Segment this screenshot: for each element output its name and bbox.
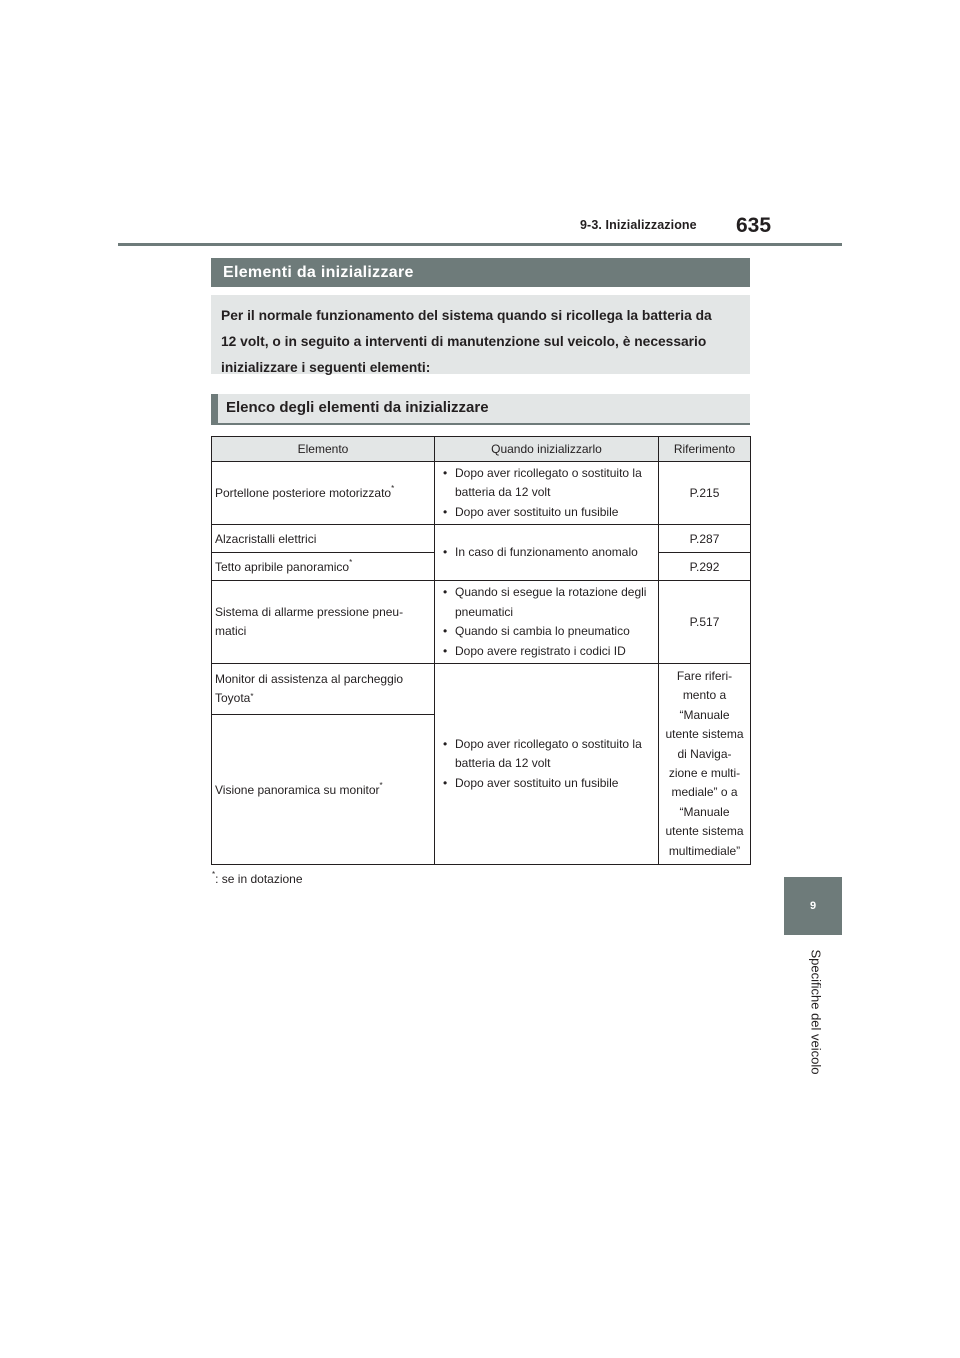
item-cell: Alzacristalli elettrici bbox=[212, 525, 435, 553]
column-header: Riferimento bbox=[659, 437, 751, 462]
ref-line: multimediale” bbox=[668, 843, 741, 858]
chapter-tab[interactable]: 9 bbox=[784, 877, 842, 935]
asterisk: * bbox=[391, 484, 395, 493]
reference-cell: P.287 bbox=[659, 525, 751, 553]
reference-cell: P.292 bbox=[659, 553, 751, 581]
list-item: • Dopo aver ricollegato o sostituito la batteria da 12 volt bbox=[438, 735, 655, 774]
item-text: Portellone posteriore motorizzato bbox=[215, 486, 392, 500]
item-cell bbox=[212, 581, 435, 664]
item-text: Tetto apribile panoramico bbox=[215, 559, 350, 574]
initialization-table bbox=[211, 436, 751, 865]
asterisk: * bbox=[379, 780, 383, 790]
item-cell bbox=[212, 462, 435, 525]
asterisk: * bbox=[250, 692, 254, 701]
header-rule bbox=[118, 243, 842, 246]
page-number: 635 bbox=[736, 214, 772, 237]
item-line: Sistema di allarme pressione pneu- bbox=[215, 604, 404, 619]
list-item: • Dopo aver sostituito un fusibile bbox=[438, 774, 655, 794]
list-item: • Dopo aver ricollegato o sostituito la batteria da 12 volt bbox=[438, 464, 655, 503]
chapter-label-text: Specifiche del veicolo bbox=[808, 949, 824, 1075]
asterisk: * bbox=[349, 557, 353, 567]
subsection-rule bbox=[211, 423, 750, 425]
table-row bbox=[212, 525, 751, 553]
reference-cell: P.215 bbox=[659, 462, 751, 525]
list-item: • Quando si esegue la rotazione degli pneumatici bbox=[438, 583, 655, 622]
item-cell bbox=[212, 715, 435, 865]
ref-line: “Manuale bbox=[679, 707, 730, 722]
ref-line: “Manuale bbox=[679, 804, 730, 819]
table-header-row bbox=[212, 437, 751, 462]
reference-cell bbox=[659, 664, 751, 865]
intro-line: Per il normale funzionamento del sistema quando si ricollega la batteria da bbox=[221, 308, 712, 323]
subsection-heading: Elenco degli elementi da inizializzare bbox=[211, 394, 750, 423]
list-item: • In caso di funzionamento anomalo bbox=[438, 543, 655, 563]
when-cell bbox=[435, 462, 659, 525]
footnote bbox=[212, 872, 303, 886]
footnote-mark: * bbox=[212, 870, 216, 879]
ref-line: Fare riferi- bbox=[676, 668, 733, 683]
when-cell bbox=[435, 525, 659, 581]
intro-line: 12 volt, o in seguito a interventi di manutenzione sul veicolo, è necessario bbox=[221, 334, 707, 349]
list-item: • Dopo avere registrato i codici ID bbox=[438, 642, 655, 662]
ref-line: mento a bbox=[682, 688, 727, 703]
item-text: Visione panoramica su monitor bbox=[215, 782, 380, 797]
column-header: Elemento bbox=[212, 437, 435, 462]
item-cell bbox=[212, 664, 435, 715]
item-line: Monitor di assistenza al parcheggio bbox=[215, 671, 404, 686]
item-line: matici bbox=[215, 624, 247, 638]
section-title: 9-3. Inizializzazione bbox=[580, 218, 697, 232]
section-heading: Elementi da inizializzare bbox=[211, 258, 750, 287]
intro-line: inizializzare i seguenti elementi: bbox=[221, 360, 431, 375]
when-cell bbox=[435, 581, 659, 664]
ref-line: mediale” o a bbox=[671, 785, 738, 800]
table-row bbox=[212, 581, 751, 664]
ref-line: zione e multi- bbox=[668, 766, 741, 780]
reference-cell: P.517 bbox=[659, 581, 751, 664]
footnote-text: : se in dotazione bbox=[215, 872, 303, 886]
column-header: Quando inizializzarlo bbox=[435, 437, 659, 462]
item-cell bbox=[212, 553, 435, 581]
ref-line: di Naviga- bbox=[677, 746, 732, 761]
chapter-label bbox=[806, 945, 826, 1079]
list-item: • Quando si cambia lo pneumatico bbox=[438, 622, 655, 642]
ref-line: utente sistema bbox=[665, 824, 744, 839]
table-row bbox=[212, 664, 751, 715]
table-row bbox=[212, 462, 751, 525]
ref-line: utente sistema bbox=[665, 727, 744, 742]
intro-box bbox=[211, 295, 750, 374]
list-item: • Dopo aver sostituito un fusibile bbox=[438, 503, 655, 523]
item-line: Toyota bbox=[215, 691, 251, 705]
when-cell bbox=[435, 664, 659, 865]
